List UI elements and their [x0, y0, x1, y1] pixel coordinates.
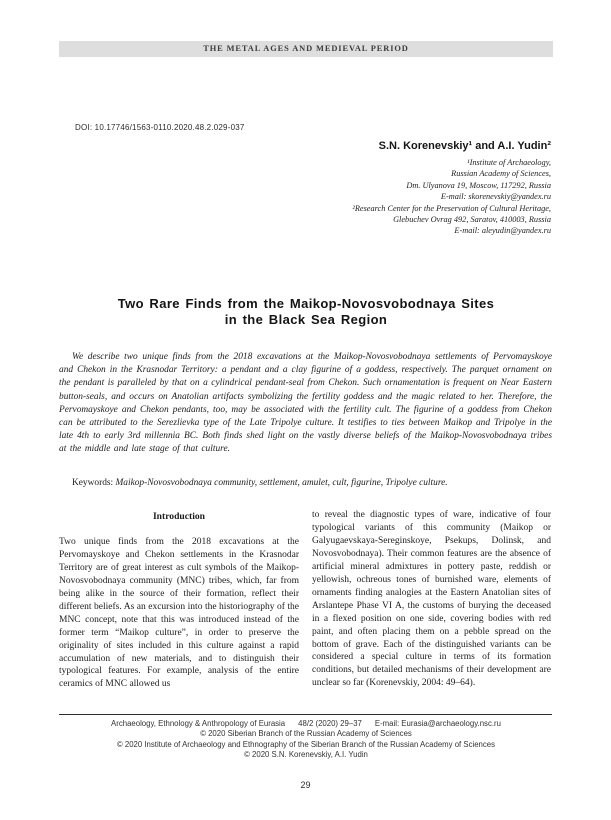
page-number: 29: [300, 780, 311, 790]
journal-email: E-mail: Eurasia@archaeology.nsc.ru: [374, 719, 501, 728]
body-paragraph-left: Two unique finds from the 2018 excavations at the Pervomayskoye and Chekon settlements in the Krasnodar Territory are of great interest as cult symbols of the Maikop-Novosvobodnaya community (MNC) tribes, which, far from being alike in the source of their formation, reflect their different beliefs. As an excursion into the historiography of the MNC concept, note that this was introduced instead of the former term “Maikop culture”, in order to preserve the originality of sites included in this culture against a rapid accumulation of new materials, and to distinguish their typological features. For example, analysis of the entire ceramics of MNC allowed us: [59, 536, 299, 690]
article-title-line-1: Two Rare Finds from the Maikop-Novosvobodnaya Sites: [117, 296, 495, 311]
body-column-left: [59, 509, 299, 691]
copyright-line-3: © 2020 S.N. Korenevskiy, A.I. Yudin: [244, 750, 368, 760]
affiliation-email: E-mail: aleyudin@yandex.ru: [454, 226, 551, 236]
affiliation-line: Russian Academy of Sciences,: [451, 169, 551, 179]
article-title-line-2: in the Black Sea Region: [224, 312, 388, 327]
body-column-right: [312, 509, 551, 690]
doi-line: DOI: 10.17746/1563-0110.2020.48.2.029-037: [75, 123, 245, 132]
journal-name: Archaeology, Ethnology & Anthropology of Eurasia: [111, 719, 286, 728]
article-title: [59, 296, 553, 328]
affiliation-line: ²Research Center for the Preservation of Cultural Heritage,: [352, 203, 551, 213]
copyright-line-2: © 2020 Institute of Archaeology and Ethnography of the Siberian Branch of the Russian Academy of Sciences: [116, 739, 496, 749]
footer-divider: [59, 714, 552, 715]
copyright-line-1: © 2020 Siberian Branch of the Russian Academy of Sciences: [200, 729, 412, 739]
keywords-text: Maikop-Novosvobodnaya community, settlement, amulet, cult, figurine, Tripolye culture.: [113, 478, 448, 488]
affiliation-email: E-mail: skorenevskiy@yandex.ru: [440, 192, 551, 202]
affiliation-line: ¹Institute of Archaeology,: [467, 158, 551, 167]
body-paragraph-right: to reveal the diagnostic types of ware, indicative of four typological variants of this community (Maikop or Galyugaevskaya-Sereginskoye, Psekups, Dolinsk, and Novosvobodnaya). Their common features are the absence of artificial mineral admixtures in pottery paste, reddish or yellowish, ochreous tones of burnished ware, elements of ornaments finding analogies at the Eastern Anatolian sites of Arslantepe Phase VI A, the customs of burying the deceased in a flexed position on one side, covering bodies with red paint, and often placing them on a pebble spread on the bottom of grave. Each of the distinguished variants can be considered a special culture in terms of its formation conditions, but detailed mechanisms of their development are unclear so far (Korenevskiy, 2004: 49–64).: [312, 510, 551, 689]
section-banner: THE METAL AGES AND MEDIEVAL PERIOD: [59, 41, 553, 57]
footer-block: [39, 719, 573, 761]
abstract-paragraph: We describe two unique finds from the 2018 excavations at the Maikop-Novosvobodnaya settlements of Pervomayskoye and Chekon in the Krasnodar Territory: a pendant and a clay figurine of a goddess, respectively. The parquet ornament on the pendant is paralleled by that on a cylindrical pendant-seal from Chekon. Such ornamentation is frequent on Near Eastern button-seals, and occurs on Anatolian artifacts symbolizing the fertility goddess and the magic related to her. Therefore, the Pervomayskoye and Chekon pendants, too, may be associated with the fertility cult. The figurine of a goddess from Chekon can be attributed to the Serezlievka type of the Late Tripolye culture. It testifies to ties between Maikop and Tripolye in the late 4th to early 3rd millennia BC. Both finds shed light on the vastly diverse beliefs of the Maikop-Novosvobodnaya tribes at the middle and late stage of that culture.: [59, 352, 552, 455]
authors-line: S.N. Korenevskiy¹ and A.I. Yudin²: [378, 140, 551, 152]
keywords-label: Keywords:: [72, 478, 114, 488]
keywords-paragraph: [59, 477, 552, 490]
affiliation-block: [100, 157, 551, 237]
affiliation-line: Dm. Ulyanova 19, Moscow, 117292, Russia: [406, 180, 551, 190]
footer-journal-line: [39, 719, 573, 729]
section-heading-introduction: Introduction: [152, 511, 206, 522]
issue-pages-info: 48/2 (2020) 29–37: [298, 719, 362, 728]
affiliation-line: Glebuchev Ovrag 492, Saratov, 410003, Russia: [393, 215, 551, 225]
